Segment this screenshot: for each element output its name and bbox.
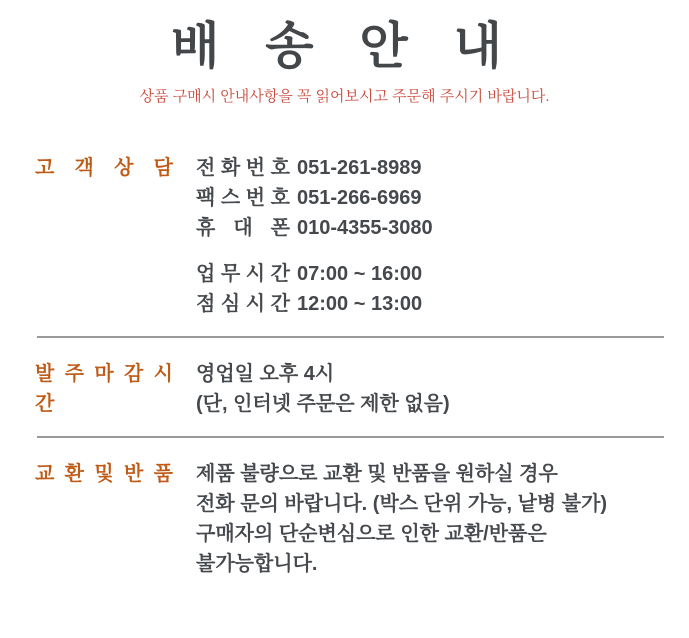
info-sections (0, 153, 689, 579)
exchange-return-section (0, 459, 689, 579)
fax-row (196, 183, 689, 213)
exchange-line-4: 불가능합니다. (196, 553, 318, 575)
business-hours-label: 업 무 시 간 (196, 263, 290, 285)
customer-service-label: 고 객 상 담 (35, 157, 173, 179)
mobile-row (196, 213, 689, 243)
section-divider (37, 436, 664, 438)
exchange-line-1: 제품 불량으로 교환 및 반품을 원하실 경우 (196, 463, 558, 485)
mobile-value: 010-4355-3080 (297, 217, 433, 239)
mobile-label: 휴 대 폰 (196, 217, 290, 239)
deadline-time-row: 영업일 오후 4시 (196, 363, 335, 385)
phone-value: 051-261-8989 (297, 157, 422, 179)
order-deadline-content (196, 359, 689, 419)
page-title: 배 송 안 내 (171, 18, 518, 74)
page-subtitle: 상품 구매시 안내사항을 꼭 읽어보시고 주문해 주시기 바랍니다. (139, 88, 550, 105)
business-hours-row (196, 259, 689, 289)
section-divider (37, 336, 664, 338)
fax-value: 051-266-6969 (297, 187, 422, 209)
exchange-line-2: 전화 문의 바랍니다. (박스 단위 가능, 낱병 불가) (196, 493, 608, 515)
exchange-line-3: 구매자의 단순변심으로 인한 교환/반품은 (196, 523, 547, 545)
phone-row (196, 153, 689, 183)
customer-service-content (196, 153, 689, 319)
lunch-hours-value: 12:00 ~ 13:00 (297, 293, 423, 315)
business-hours-value: 07:00 ~ 16:00 (297, 263, 423, 285)
phone-label: 전 화 번 호 (196, 157, 290, 179)
fax-label: 팩 스 번 호 (196, 187, 290, 209)
lunch-hours-label: 점 심 시 간 (196, 293, 290, 315)
order-deadline-label: 발 주 마 감 시 간 (35, 363, 173, 415)
lunch-hours-row (196, 289, 689, 319)
deadline-note-row: (단, 인터넷 주문은 제한 없음) (196, 393, 450, 415)
order-deadline-section (0, 359, 689, 419)
customer-service-section (0, 153, 689, 319)
exchange-return-content (196, 459, 689, 579)
exchange-return-label: 교 환 및 반 품 (35, 463, 173, 485)
